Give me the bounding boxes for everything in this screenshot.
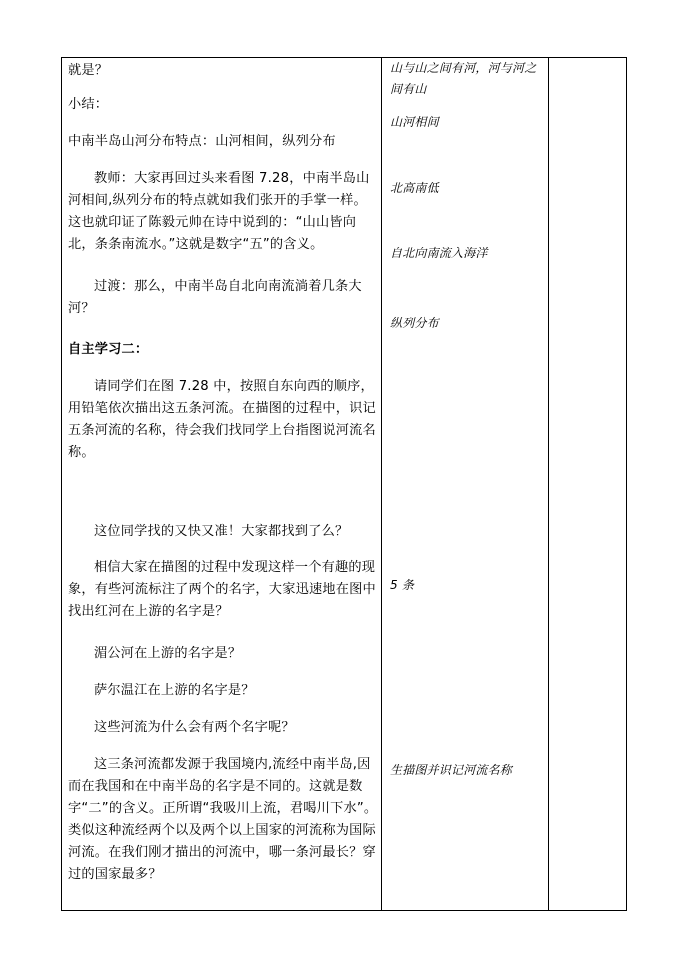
paragraph-question-end: 就是？ bbox=[68, 63, 109, 78]
remarks-column bbox=[549, 58, 626, 910]
paragraph-summary-content: 中南半岛山河分布特点：山河相间，纵列分布 bbox=[68, 134, 336, 149]
paragraph-mekong-question: 湄公河在上游的名字是？ bbox=[94, 646, 242, 661]
student-answer-flow-south: 自北向南流入海洋 bbox=[390, 246, 488, 260]
lesson-table bbox=[61, 57, 627, 911]
student-answer-north-high: 北高南低 bbox=[390, 181, 439, 195]
paragraph-teacher-explanation: 教师：大家再回过头来看图 7.28，中南半岛山河相间,纵列分布的特点就如我们张开的手掌一样。这也就印证了陈毅元帅在诗中说到的：“山山皆向北，条条南流水。”这就是数字“五”的含义。 bbox=[68, 171, 370, 252]
student-answer-mountains-rivers: 山与山之间有河，河与河之间有山 bbox=[390, 61, 537, 96]
student-answer-trace-map: 生描图并识记河流名称 bbox=[390, 763, 513, 777]
student-answer-five-rivers: 5 条 bbox=[390, 578, 415, 592]
teacher-activity-column bbox=[62, 58, 382, 910]
paragraph-why-two-names: 这些河流为什么会有两个名字呢？ bbox=[94, 720, 295, 735]
paragraph-self-study-task: 请同学们在图 7.28 中，按照自东向西的顺序，用铅笔依次描出这五条河流。在描图的过程中，识记五条河流的名称，待会我们找同学上台指图说河流名称。 bbox=[68, 379, 376, 460]
student-activity-column bbox=[382, 58, 549, 910]
paragraph-salween-question: 萨尔温江在上游的名字是？ bbox=[94, 683, 255, 698]
paragraph-international-rivers: 这三条河流都发源于我国境内,流经中南半岛,因而在我国和在中南半岛的名字是不同的。这就是数字“二”的含义。正所谓“我吸川上流，君喝川下水”。类似这种流经两个以及两个以上国家的河流称为国际河流。在我们刚才描出的河流中，哪一条河最长？穿过的国家最多？ bbox=[68, 757, 378, 882]
paragraph-two-names-phenomenon: 相信大家在描图的过程中发现这样一个有趣的现象，有些河流标注了两个的名字，大家迅速地在图中找出红河在上游的名字是？ bbox=[68, 560, 376, 619]
section-heading-self-study-2: 自主学习二： bbox=[68, 342, 149, 357]
paragraph-praise: 这位同学找的又快又准！大家都找到了么？ bbox=[94, 524, 349, 539]
paragraph-summary-label: 小结： bbox=[68, 97, 109, 112]
student-answer-alternating: 山河相间 bbox=[390, 115, 439, 129]
paragraph-transition: 过渡：那么，中南半岛自北向南流淌着几条大河？ bbox=[68, 279, 362, 316]
student-answer-longitudinal: 纵列分布 bbox=[390, 316, 439, 330]
